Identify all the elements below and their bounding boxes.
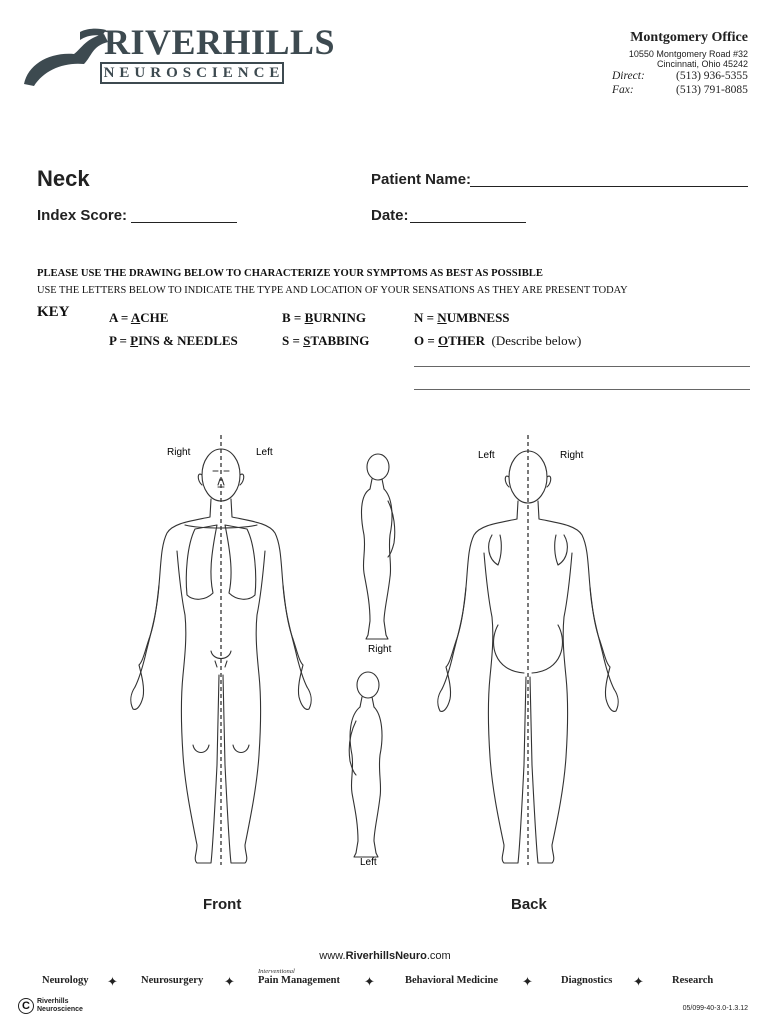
date-label: Date: xyxy=(371,207,409,224)
side-bottom-label: Left xyxy=(360,857,377,868)
direct-label: Direct: xyxy=(612,70,645,82)
footer-neurosurgery: Neurosurgery xyxy=(141,975,204,986)
footer-pain-management: Pain Management xyxy=(258,975,340,986)
direct-phone: (513) 936-5355 xyxy=(676,70,748,82)
front-left-label: Left xyxy=(256,447,273,458)
body-diagram[interactable] xyxy=(0,425,770,895)
front-figure xyxy=(131,435,311,865)
describe-line-2[interactable] xyxy=(414,389,750,390)
key-item-ache: A = ACHE xyxy=(109,310,169,325)
key-item-burning: B = BURNING xyxy=(282,310,366,325)
key-title: KEY xyxy=(37,304,70,320)
index-score-field[interactable] xyxy=(131,208,237,223)
back-caption: Back xyxy=(511,896,547,913)
back-left-label: Left xyxy=(478,450,495,461)
front-caption: Front xyxy=(203,896,242,913)
brand-name: RIVERHILLS xyxy=(104,22,336,62)
key-item-stabbing: S = STABBING xyxy=(282,333,370,348)
back-figure xyxy=(438,435,618,865)
form-title: Neck xyxy=(37,166,90,191)
footer-interventional: Interventional xyxy=(258,968,295,975)
office-address-line2: Cincinnati, Ohio 45242 xyxy=(656,59,748,69)
copyright-text: Riverhills Neuroscience xyxy=(37,998,83,1013)
instruction-line-1: PLEASE USE THE DRAWING BELOW TO CHARACTERIZE YOUR SYMPTOMS AS BEST AS POSSIBLE xyxy=(37,268,543,279)
describe-line-1[interactable] xyxy=(414,366,750,367)
key-item-other: O = OTHER (Describe below) xyxy=(414,333,582,348)
footer-behavioral-medicine: Behavioral Medicine xyxy=(405,975,499,986)
patient-name-label: Patient Name: xyxy=(371,171,472,188)
patient-name-field[interactable] xyxy=(470,172,748,187)
star-icon: ✦ xyxy=(633,974,644,989)
date-field[interactable] xyxy=(410,208,526,223)
brand-tagline-box xyxy=(100,62,284,84)
side-top-label: Right xyxy=(368,644,392,655)
footer-research: Research xyxy=(672,975,714,986)
form-code: 05/099-40-3.0-1.3.12 xyxy=(682,1005,748,1012)
side-figure-right xyxy=(362,454,395,639)
brand-tagline: NEUROSCIENCE xyxy=(103,64,285,81)
fax-label: Fax: xyxy=(612,84,634,96)
key-item-pins-needles: P = PINS & NEEDLES xyxy=(109,333,238,348)
back-right-label: Right xyxy=(560,450,584,461)
star-icon: ✦ xyxy=(107,974,118,989)
star-icon: ✦ xyxy=(224,974,235,989)
side-figure-left xyxy=(349,672,382,857)
index-score-label: Index Score: xyxy=(37,207,128,224)
front-right-label: Right xyxy=(167,447,191,458)
footer-diagnostics: Diagnostics xyxy=(561,975,613,986)
website-link[interactable]: www.RiverhillsNeuro.com xyxy=(319,950,451,962)
fax-number: (513) 791-8085 xyxy=(676,84,748,96)
star-icon: ✦ xyxy=(364,974,375,989)
footer-neurology: Neurology xyxy=(42,975,89,986)
star-icon: ✦ xyxy=(522,974,533,989)
copyright-icon: C xyxy=(18,998,34,1014)
office-title: Montgomery Office xyxy=(630,30,748,45)
key-item-numbness: N = NUMBNESS xyxy=(414,310,510,325)
instruction-line-2: USE THE LETTERS BELOW TO INDICATE THE TYPE AND LOCATION OF YOUR SENSATIONS AS THEY ARE PRESENT TODAY xyxy=(37,285,628,296)
office-address-line1: 10550 Montgomery Road #32 xyxy=(628,49,748,59)
